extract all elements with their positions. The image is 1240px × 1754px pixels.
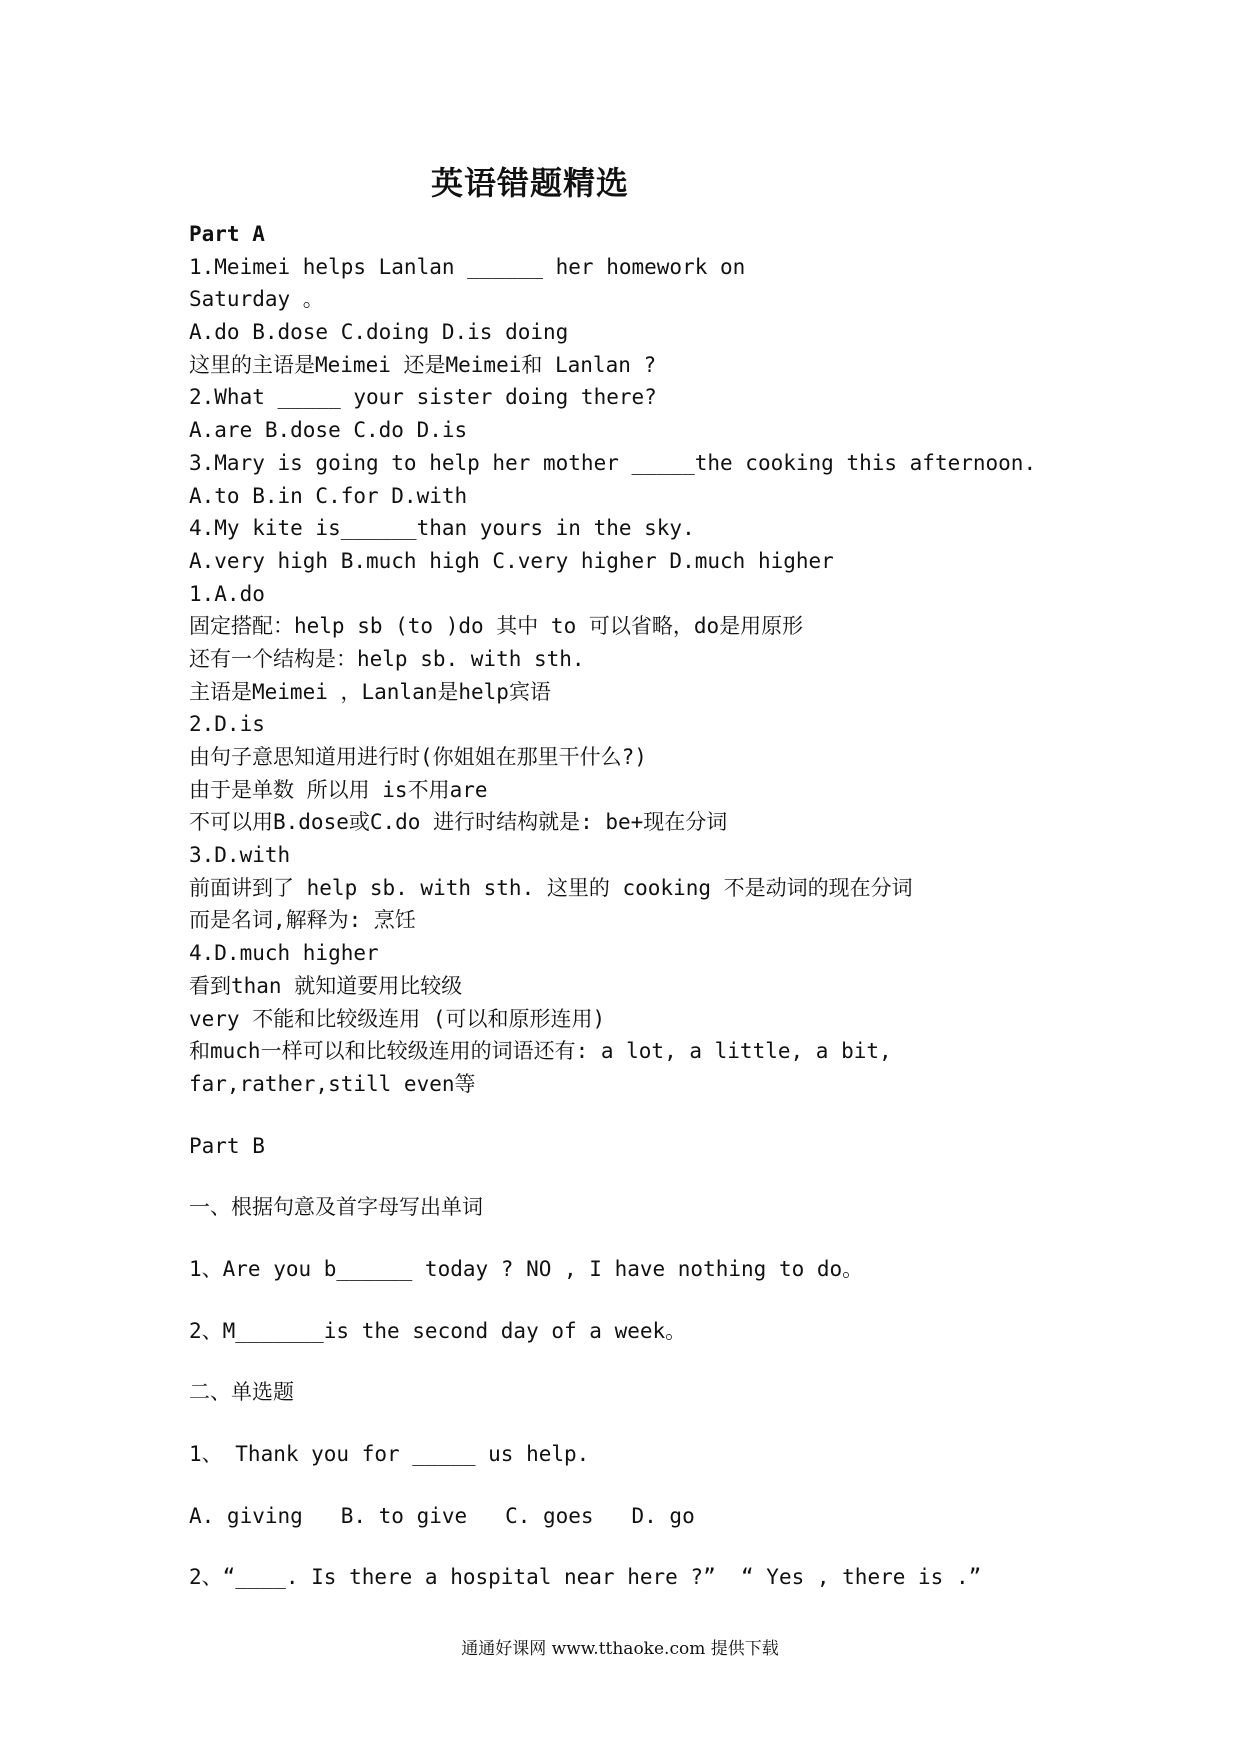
part-a-lines [189, 251, 1199, 1101]
page-footer: 通通好课网 www.tthaoke.com 提供下载 [461, 1639, 779, 1659]
section2-title: 二、单选题 [189, 1380, 294, 1405]
part-a-line: 2.D.is [189, 712, 265, 737]
part-a-line: very 不能和比较级连用 (可以和原形连用) [189, 1006, 606, 1031]
part-a-line: 看到than 就知道要用比较级 [189, 973, 463, 998]
part-a-line: 而是名词,解释为: 烹饪 [189, 908, 416, 933]
part-a-line: 2.What _____ your sister doing there? [189, 385, 657, 410]
section2-item: 1、 Thank you for _____ us help. [189, 1442, 590, 1466]
document-body [189, 218, 1199, 1594]
part-a-line: 主语是Meimei ，Lanlan是help宾语 [189, 679, 551, 704]
part-a-heading: Part A [189, 222, 265, 246]
part-a-line: 3.Mary is going to help her mother _____the cooking this afternoon. [189, 450, 1037, 475]
part-a-line: 和much一样可以和比较级连用的词语还有: a lot, a little, a bit, [189, 1039, 892, 1064]
section1-item: 2、M_______is the second day of a week。 [189, 1318, 687, 1343]
part-a-line: 这里的主语是Meimei 还是Meimei和 Lanlan ? [189, 352, 657, 377]
part-a-line: 固定搭配：help sb (to )do 其中 to 可以省略，do是用原形 [189, 614, 804, 639]
part-a-line: A.do B.dose C.doing D.is doing [189, 320, 569, 345]
section2-item: A. giving B. to give C. goes D. go [189, 1503, 695, 1528]
part-a-line: 由于是单数 所以用 is不用are [189, 777, 488, 802]
part-b-heading: Part B [189, 1133, 265, 1158]
part-a-line: 不可以用B.dose或C.do 进行时结构就是: be+现在分词 [189, 810, 728, 835]
part-a-line: Saturday 。 [189, 287, 324, 312]
part-a-line: 1.A.do [189, 581, 265, 606]
section1-title: 一、根据句意及首字母写出单词 [189, 1195, 483, 1220]
part-a-line: 前面讲到了 help sb. with sth. 这里的 cooking 不是动词的现在分词 [189, 875, 913, 900]
part-a-line: far,rather,still even等 [189, 1071, 476, 1096]
part-a-line: 4.D.much higher [189, 941, 379, 966]
part-a-line: 还有一个结构是：help sb. with sth. [189, 646, 585, 671]
part-a-line: 4.My kite is______than yours in the sky. [189, 516, 695, 541]
part-a-line: A.to B.in C.for D.with [189, 483, 468, 508]
part-a-line: 3.D.with [189, 843, 291, 868]
part-a-line: A.very high B.much high C.very higher D.much higher [189, 548, 834, 573]
part-a-line: 由句子意思知道用进行时(你姐姐在那里干什么?) [189, 745, 647, 769]
part-a-line: 1.Meimei helps Lanlan ______ her homework on [189, 254, 746, 279]
part-a-line: A.are B.dose C.do D.is [189, 418, 468, 443]
section2-item: 2、“____. Is there a hospital near here ?” “ Yes , there is .” [189, 1565, 982, 1590]
section1-item: 1、Are you b______ today ? NO , I have nothing to do。 [189, 1256, 864, 1281]
document-title: 英语错题精选 [430, 164, 629, 202]
